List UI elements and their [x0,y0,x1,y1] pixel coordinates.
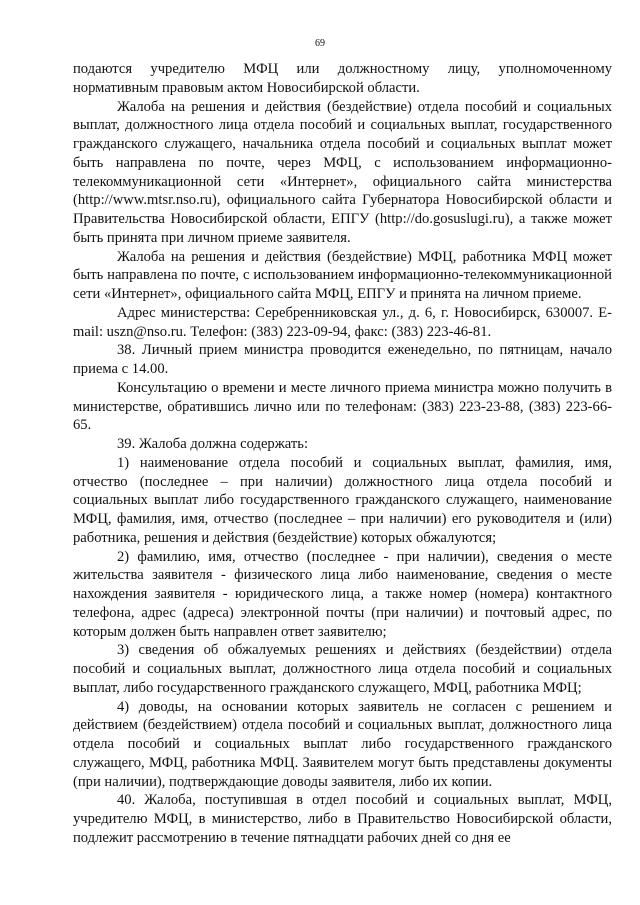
paragraph-complaint-channels-department: Жалоба на решения и действия (бездействие) отдела пособий и социальных выплат, должностного лица отдела пособий и социальных выплат, государственного гражданского служащего, начальника отдела пособий и социальных выплат может быть направлена по почте, через МФЦ, с использованием информационно-телекоммуникационной сети «Интернет», официального сайта министерства (http://www.mtsr.nso.ru), официального сайта Губернатора Новосибирской области и Правительства Новосибирской области, ЕПГУ (http://do.gosuslugi.ru), а также может быть принята при личном приеме заявителя. [73,98,612,246]
list-item-3: 3) сведения об обжалуемых решениях и действиях (бездействии) отдела пособий и социальных выплат, должностного лица отдела пособий и социальных выплат, либо государственного гражданского служащего, МФЦ, работника МФЦ; [73,642,612,696]
paragraph-item-39: 39. Жалоба должна содержать: [117,436,308,452]
paragraph-continuation: подаются учредителю МФЦ или должностному лицу, уполномоченному нормативным правовым актом Новосибирской области. [73,61,612,96]
list-item-4: 4) доводы, на основании которых заявитель не согласен с решением и действием (бездействием) отдела пособий и социальных выплат, должностного лица отдела пособий и социальных выплат либо государственного гражданского служащего, МФЦ, работника МФЦ. Заявителем могут быть представлены документы (при наличии), подтверждающие доводы заявителя, либо их копии. [73,698,612,790]
list-item-1: 1) наименование отдела пособий и социальных выплат, фамилия, имя, отчество (последнее – при наличии) должностного лица отдела пособий и социальных выплат либо государственного гражданского служащего, наименование МФЦ, фамилия, имя, отчество (последнее – при наличии) его руководителя и (или) работника, решения и действия (бездействие) которых обжалуются; [73,454,612,546]
paragraph-complaint-channels-mfc: Жалоба на решения и действия (бездействие) МФЦ, работника МФЦ может быть направлена по почте, с использованием информационно-телекоммуникационной сети «Интернет», официального сайта МФЦ, ЕПГУ и принята на личном приеме. [73,248,612,302]
document-body [73,60,612,848]
paragraph-consultation: Консультацию о времени и месте личного приема министра можно получить в министерстве, обратившись лично или по телефонам: (383) 223-23-88, (383) 223-66-65. [73,379,612,434]
paragraph-ministry-address: Адрес министерства: Серебренниковская ул., д. 6, г. Новосибирск, 630007. E-mail: uszn@nso.ru. Телефон: (383) 223-09-94, факс: (383) 223-46-81. [73,304,612,340]
paragraph-item-38: 38. Личный прием министра проводится еженедельно, по пятницам, начало приема с 14.00. [73,342,612,377]
page-number: 69 [315,38,325,49]
paragraph-item-40: 40. Жалоба, поступившая в отдел пособий и социальных выплат, МФЦ, учредителю МФЦ, в министерство, либо в Правительство Новосибирской области, подлежит рассмотрению в течение пятнадцати рабочих дней со дня ее [73,792,612,846]
list-item-2: 2) фамилию, имя, отчество (последнее - при наличии), сведения о месте жительства заявителя - физического лица либо наименование, сведения о месте нахождения заявителя - юридического лица, а также номер (номера) контактного телефона, адрес (адреса) электронной почты (при наличии) и почтовый адрес, по которым должен быть направлен ответ заявителю; [73,548,612,640]
